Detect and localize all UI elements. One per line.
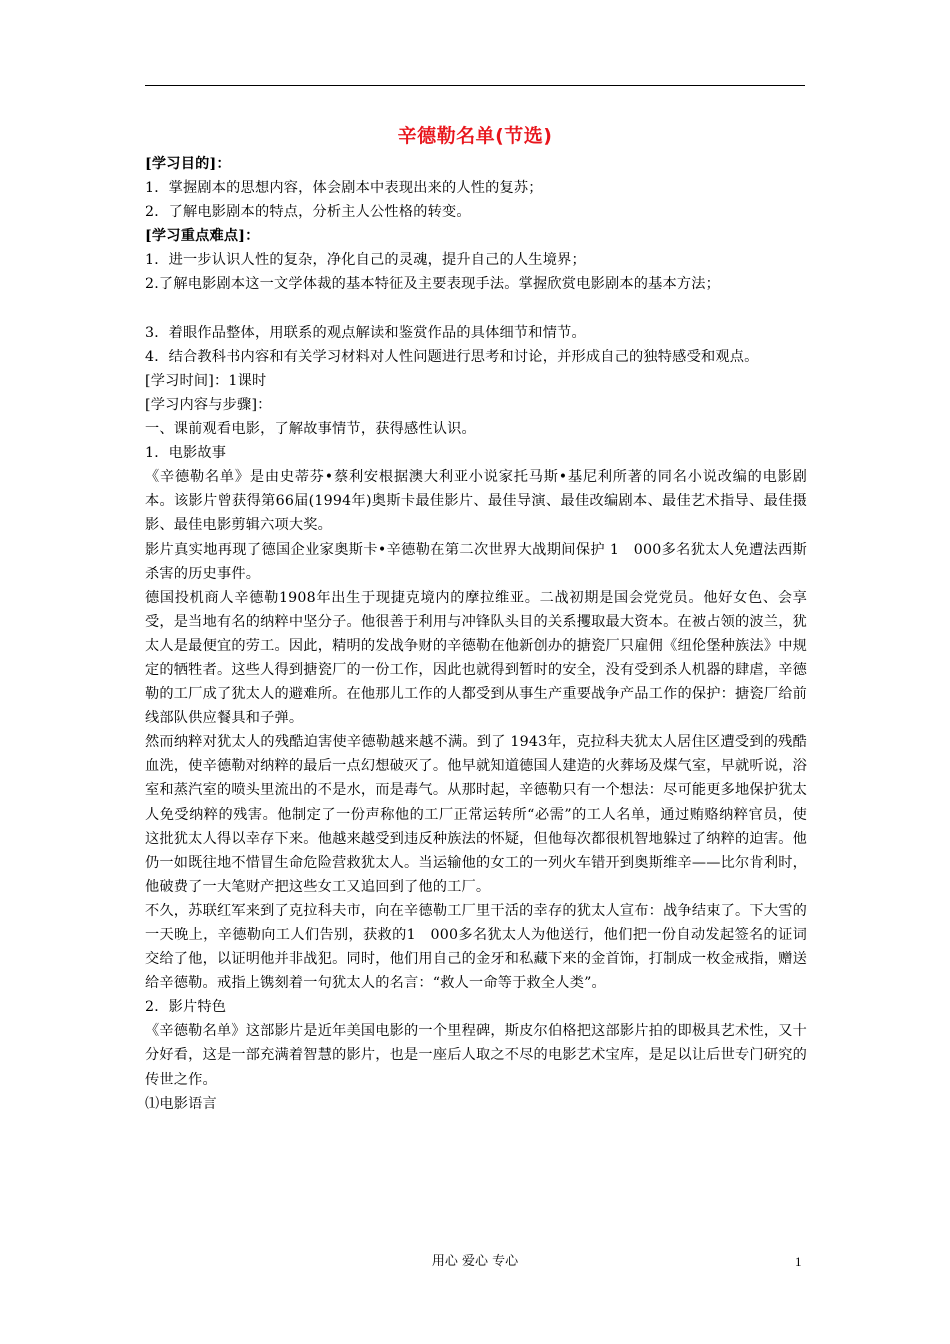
footer-motto: 用心 爱心 专心 xyxy=(431,1254,519,1269)
section-heading-steps: [学习内容与步骤]： xyxy=(145,396,272,413)
objective-item: 1．掌握剧本的思想内容，体会剧本中表现出来的人性的复苏； xyxy=(145,180,543,197)
key-point-item: 4．结合教科书内容和有关学习材料对人性问题进行思考和讨论，并形成自己的独特感受和观点。 xyxy=(145,348,759,365)
study-time: [学习时间]：1课时 xyxy=(145,372,267,389)
page-number: 1 xyxy=(795,1254,802,1269)
paragraph: 《辛德勒名单》这部影片是近年美国电影的一个里程碑，斯皮尔伯格把这部影片拍的即极具艺术性，又十分好看，这是一部充满着智慧的影片，也是一座后人取之不尽的电影艺术宝库，是足以让后世专门研究的传世之作。 xyxy=(145,1023,807,1088)
document-body xyxy=(145,152,807,1116)
paragraph: 然而纳粹对犹太人的残酷迫害使辛德勒越来越不满。到了 1943年，克拉科夫犹太人居住区遭受到的残酷血洗，使辛德勒对纳粹的最后一点幻想破灭了。他早就知道德国人建造的火葬场及煤气室，早就听说，浴室和蒸汽室的喷头里流出的不是水，而是毒气。从那时起，辛德勒只有一个想法：尽可能更多地保护犹太人免受纳粹的残害。他制定了一份声称他的工厂正常运转所“必需”的工人名单，通过贿赂纳粹官员，使这批犹太人得以幸存下来。他越来越受到违反种族法的怀疑，但他每次都很机智地躲过了纳粹的迫害。他仍一如既往地不惜冒生命危险营救犹太人。当运输他的女工的一列火车错开到奥斯维辛——比尔肯利时，他破费了一大笔财产把这些女工又追回到了他的工厂。 xyxy=(145,734,807,895)
key-point-item: 1．进一步认识人性的复杂，净化自己的灵魂，提升自己的人生境界； xyxy=(145,252,586,269)
subheading-film-language: ⑴电影语言 xyxy=(145,1095,217,1112)
document-title: 辛德勒名单(节选) xyxy=(397,125,553,147)
key-point-item: 3．着眼作品整体，用联系的观点解读和鉴赏作品的具体细节和情节。 xyxy=(145,324,586,341)
section-heading-objectives: [学习目的]： xyxy=(145,156,231,172)
paragraph: 《辛德勒名单》是由史蒂芬•蔡利安根据澳大利亚小说家托马斯•基尼利所著的同名小说改编的电影剧本。该影片曾获得第66届(1994年)奥斯卡最佳影片、最佳导演、最佳改编剧本、最佳艺术指导、最佳摄影、最佳电影剪辑六项大奖。 xyxy=(145,469,807,534)
subheading-film-features: 2．影片特色 xyxy=(145,999,227,1016)
subheading-film-story: 1．电影故事 xyxy=(145,445,227,462)
key-point-item: 2.了解电影剧本这一文学体裁的基本特征及主要表现手法。掌握欣赏电影剧本的基本方法； xyxy=(145,276,721,293)
paragraph: 不久，苏联红军来到了克拉科夫市，向在辛德勒工厂里干活的幸存的犹太人宣布：战争结束了。下大雪的一天晚上，辛德勒向工人们告别，获救的1 000多名犹太人为他送行，他们把一份自动发起签名的证词交给了他，以证明他并非战犯。同时，他们用自己的金牙和私藏下来的金首饰，打制成一枚金戒指，赠送给辛德勒。戒指上镌刻着一句犹太人的名言：“救人一命等于救全人类”。 xyxy=(145,902,807,992)
section-heading-key-points: [学习重点难点]： xyxy=(145,228,260,245)
step-heading: 一、课前观看电影，了解故事情节，获得感性认识。 xyxy=(145,421,476,438)
header-rule xyxy=(145,85,805,86)
paragraph: 影片真实地再现了德国企业家奥斯卡•辛德勒在第二次世界大战期间保护 1 000多名犹太人免遭法西斯杀害的历史事件。 xyxy=(145,541,807,582)
paragraph: 德国投机商人辛德勒1908年出生于现捷克境内的摩拉维亚。二战初期是国会党党员。他好女色、会享受，是当地有名的纳粹中坚分子。他很善于利用与冲锋队头目的关系攫取最大资本。在被占领的波兰，犹太人是最便宜的劳工。因此，精明的发战争财的辛德勒在他新创办的搪瓷厂只雇佣《纽伦堡种族法》中规定的牺牲者。这些人得到搪瓷厂的一份工作，因此也就得到暂时的安全，没有受到杀人机器的肆虐，辛德勒的工厂成了犹太人的避难所。在他那儿工作的人都受到从事生产重要战争产品工作的保护：搪瓷厂给前线部队供应餐具和子弹。 xyxy=(145,589,807,727)
objective-item: 2．了解电影剧本的特点，分析主人公性格的转变。 xyxy=(145,204,471,221)
blank-line xyxy=(145,297,807,321)
